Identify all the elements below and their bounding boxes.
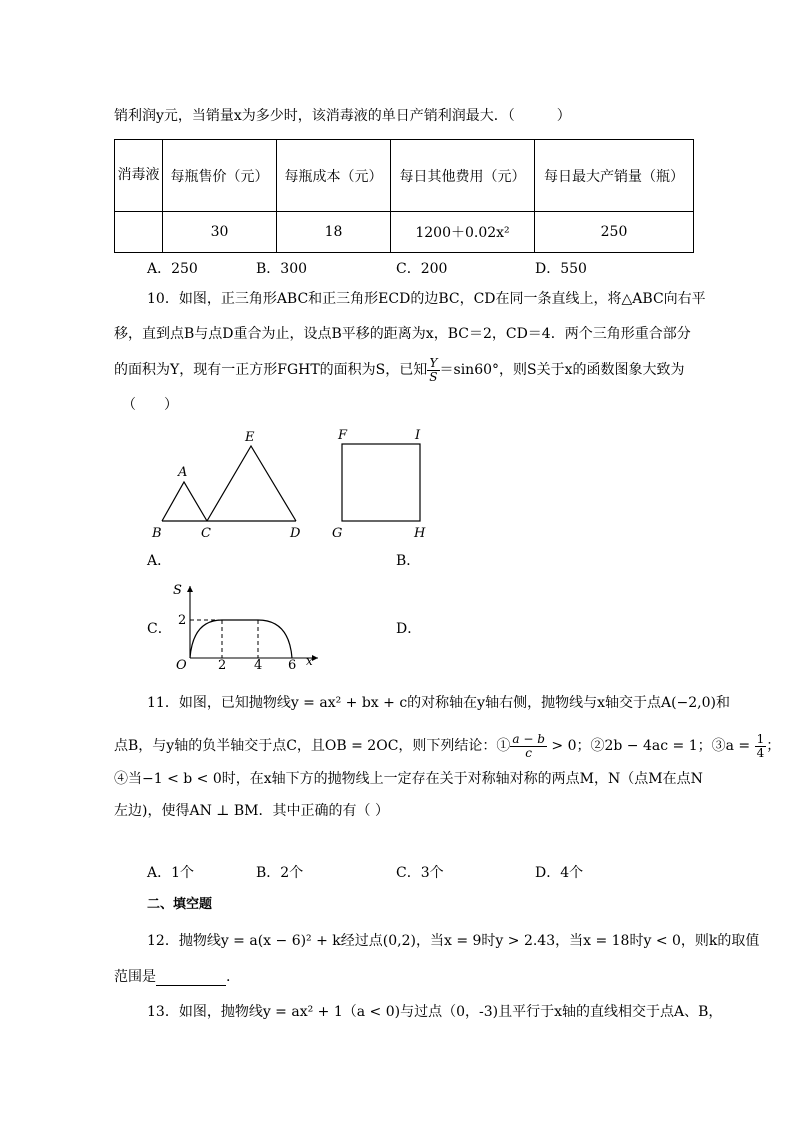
q9-option-b: B．300 <box>256 261 308 277</box>
label-d: D <box>290 526 301 541</box>
square-fghi <box>342 444 420 521</box>
label-f: F <box>338 428 348 443</box>
price-table <box>114 139 694 253</box>
q11-option-b: B．2个 <box>256 865 304 881</box>
q11-line-2-start: 点B，与y轴的负半轴交于点C，且OB = 2OC，则下列结论：① <box>114 738 511 755</box>
label-g: G <box>332 526 343 541</box>
table-header-cell: 每瓶售价（元） <box>163 140 277 212</box>
q10-option-c: C． <box>147 621 172 637</box>
q10-option-a: A． <box>147 553 172 569</box>
table-header-cell: 每瓶成本（元） <box>277 140 391 212</box>
q9-option-a: A．250 <box>147 261 198 277</box>
q11-option-a: A．1个 <box>147 865 195 881</box>
q11-option-d: D．4个 <box>535 865 584 881</box>
q10-line-3 <box>114 357 685 383</box>
option-c-graph <box>168 580 328 672</box>
label-h: H <box>414 526 426 541</box>
table-header-row <box>115 140 694 212</box>
q11-option-c: C．3个 <box>396 865 444 881</box>
section-heading: 二、填空题 <box>147 897 213 912</box>
table-cell: 18 <box>277 212 391 253</box>
graph-origin: O <box>176 658 187 672</box>
label-b: B <box>152 526 162 541</box>
y-axis-arrow <box>187 586 193 592</box>
graph-curve <box>190 620 292 658</box>
triangle-abc <box>162 482 207 521</box>
table-row <box>115 212 694 253</box>
table-header-cell: 每日最大产销量（瓶） <box>535 140 694 212</box>
answer-blank <box>156 971 226 986</box>
q11-line-2-mid: > 0；②2b − 4ac = 1；③a = <box>546 738 755 755</box>
graph-ytick: 2 <box>178 613 187 628</box>
label-a: A <box>178 465 188 480</box>
graph-xlabel: x <box>306 654 313 668</box>
q12-line-2-start: 范围是 <box>114 969 156 985</box>
label-e: E <box>245 430 255 445</box>
q10-line-3-end: ＝sin60°，则S关于x的函数图象大致为 <box>439 362 685 379</box>
q10-option-d: D． <box>396 621 422 637</box>
triangle-ecd <box>207 446 296 521</box>
q10-line-4: （ ） <box>122 397 178 413</box>
q10-line-1: 10．如图，正三角形ABC和正三角形ECD的边BC，CD在同一条直线上，将△ABC向右平 <box>147 291 706 307</box>
q9-option-c: C．200 <box>396 261 448 277</box>
fraction-a-minus-b-over-c: $\frac{a - b}{c}$ <box>512 732 545 760</box>
graph-xtick: 4 <box>254 658 263 672</box>
q10-option-b: B． <box>396 553 421 569</box>
q9-option-d: D．550 <box>535 261 587 277</box>
q11-line-2 <box>114 733 780 759</box>
graph-xtick: 2 <box>218 658 227 672</box>
table-cell: 250 <box>535 212 694 253</box>
q10-line-3-start: 的面积为Y，现有一正方形FGHT的面积为S，已知 <box>114 362 428 379</box>
table-header-cell: 每日其他费用（元） <box>391 140 535 212</box>
table-cell: 1200＋0.02x² <box>391 212 535 253</box>
label-i: I <box>415 428 421 443</box>
fraction-y-over-s: $\frac{Y}{S}$ <box>429 356 438 384</box>
q11-line-2-end: ； <box>766 738 781 755</box>
q10-line-2: 移，直到点B与点D重合为止，设点B平移的距离为x，BC＝2，CD＝4．两个三角形重合部分 <box>114 326 691 342</box>
x-axis-arrow <box>312 655 318 661</box>
square-figure <box>328 420 438 545</box>
q11-line-3: ④当−1 < b < 0时，在x轴下方的抛物线上一定存在关于对称轴对称的两点M，N（点M在点N <box>114 771 703 787</box>
table-header-cell: 消毒液 <box>115 140 163 212</box>
q9-text-tail: 销利润y元，当销量x为多少时，该消毒液的单日产销利润最大．（ ） <box>114 108 571 124</box>
table-cell <box>115 212 163 253</box>
q11-line-1: 11．如图，已知抛物线y = ax² + bx + c的对称轴在y轴右侧，抛物线与x轴交于点A(−2,0)和 <box>147 695 731 711</box>
q13-line-1: 13．如图，抛物线y = ax² + 1（a < 0)与过点（0，-3)且平行于x轴的直线相交于点A、B， <box>147 1004 723 1020</box>
graph-xtick: 6 <box>288 658 297 672</box>
q12-line-2-end: . <box>226 969 231 985</box>
label-c: C <box>201 526 211 541</box>
triangles-figure <box>140 420 320 545</box>
table-cell: 30 <box>163 212 277 253</box>
q12-line-2 <box>114 969 230 986</box>
graph-ylabel: S <box>173 583 182 598</box>
q11-line-4: 左边)，使得AN ⊥ BM．其中正确的有（ ） <box>114 803 389 819</box>
q12-line-1: 12．抛物线y = a(x − 6)² + k经过点(0,2)，当x = 9时y > 2.43，当x = 18时y < 0，则k的取值 <box>147 933 760 949</box>
fraction-one-quarter: $\frac{1}{4}$ <box>756 732 765 760</box>
